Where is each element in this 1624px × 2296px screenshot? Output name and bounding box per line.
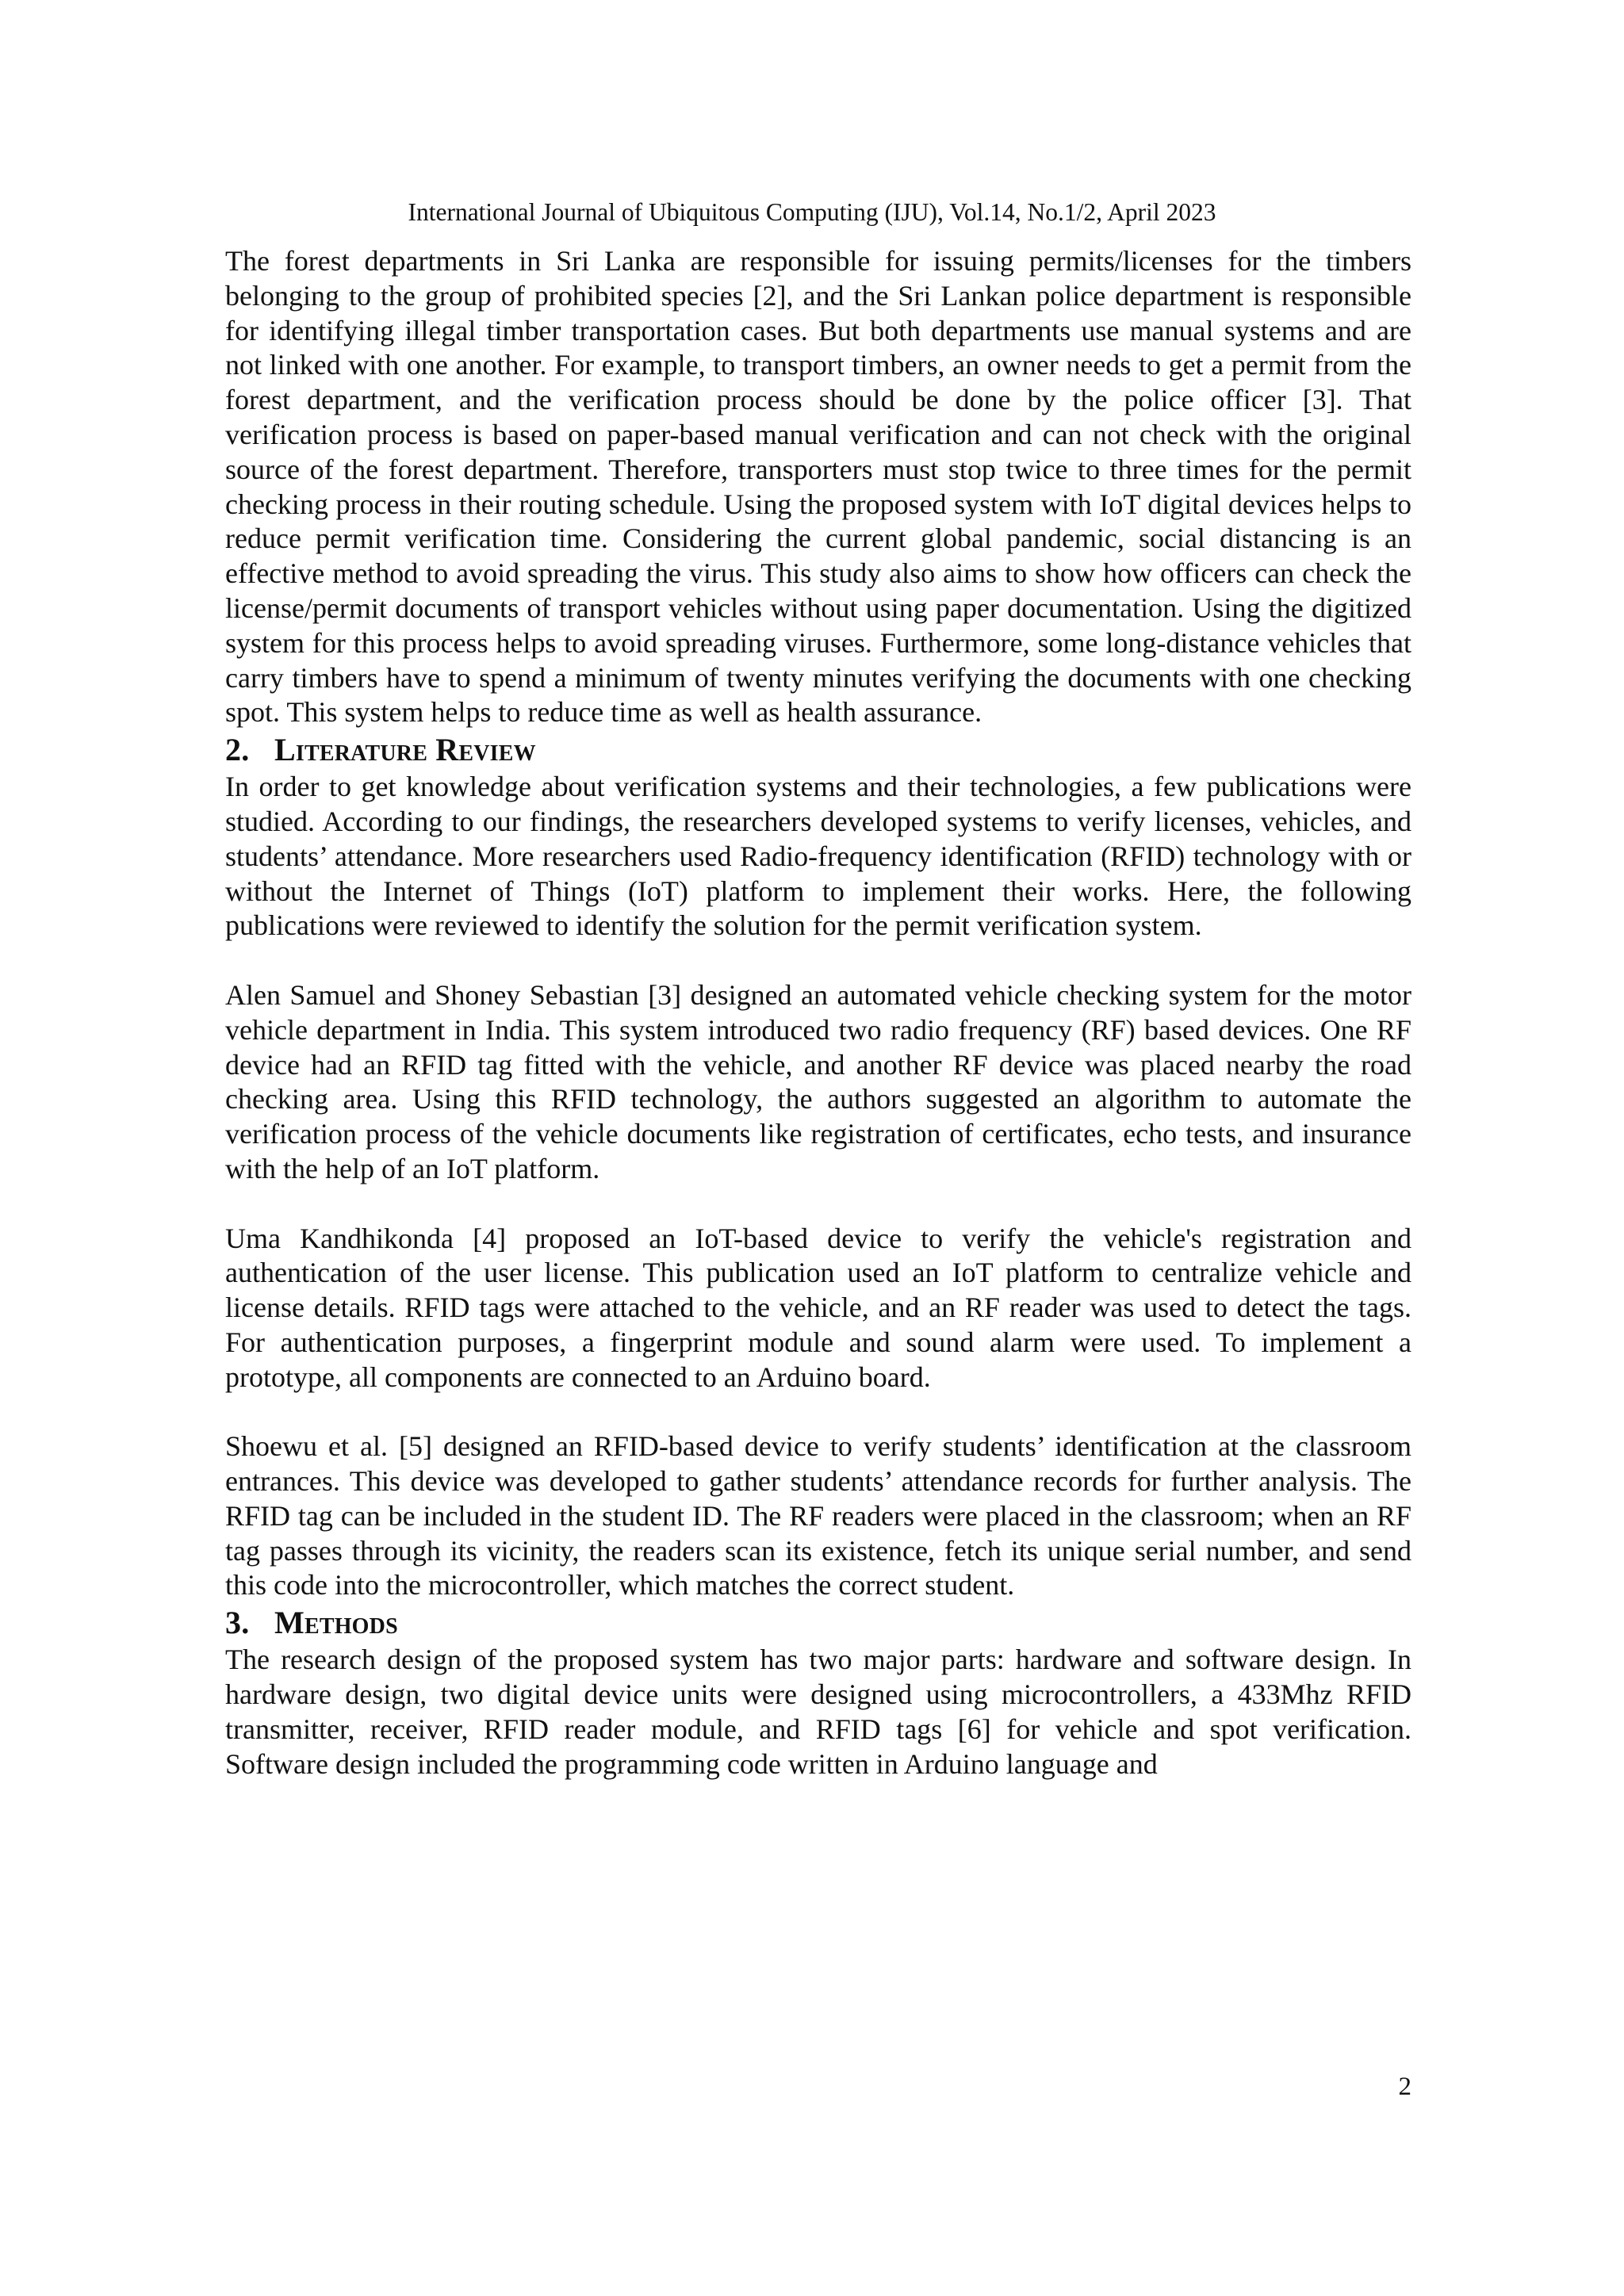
running-header: International Journal of Ubiquitous Computing (IJU), Vol.14, No.1/2, April 2023 bbox=[408, 198, 1216, 226]
section-heading-literature-review bbox=[225, 730, 1411, 770]
page-content bbox=[225, 244, 1411, 1781]
section-number: 3. bbox=[225, 1605, 250, 1641]
section-heading-methods bbox=[225, 1603, 1411, 1643]
literature-paragraph: Uma Kandhikonda [4] proposed an IoT-based device to verify the vehicle's registration and authentication of the user license. This publication used an IoT platform to centralize vehicle and license details. RFID tags were attached to the vehicle, and an RF reader was used to detect the tags. For authentication purposes, a fingerprint module and sound alarm were used. To implement a prototype, all components are connected to an Arduino board. bbox=[225, 1222, 1411, 1393]
section-title: Literature Review bbox=[274, 732, 536, 768]
intro-paragraph: The forest departments in Sri Lanka are responsible for issuing permits/licenses for the timbers belonging to the group of prohibited species [2], and the Sri Lankan police department is responsible for identifying illegal timber transportation cases. But both departments use manual systems and are not linked with one another. For example, to transport timbers, an owner needs to get a permit from the forest department, and the verification process should be done by the police officer [3]. That verification process is based on paper-based manual verification and can not check with the original source of the forest department. Therefore, transporters must stop twice to three times for the permit checking process in their routing schedule. Using the proposed system with IoT digital devices helps to reduce permit verification time. Considering the current global pandemic, social distancing is an effective method to avoid spreading the virus. This study also aims to show how officers can check the license/permit documents of transport vehicles without using paper documentation. Using the digitized system for this process helps to avoid spreading viruses. Furthermore, some long-distance vehicles that carry timbers have to spend a minimum of twenty minutes verifying the documents with one checking spot. This system helps to reduce time as well as health assurance. bbox=[225, 245, 1411, 729]
page-number: 2 bbox=[1398, 2072, 1411, 2101]
literature-paragraph: Shoewu et al. [5] designed an RFID-based device to verify students’ identification at the classroom entrances. This device was developed to gather students’ attendance records for further analysis. The RFID tag can be included in the student ID. The RF readers were placed in the classroom; when an RF tag passes through its vicinity, the readers scan its existence, fetch its unique serial number, and send this code into the microcontroller, which matches the correct student. bbox=[225, 1430, 1411, 1601]
section-number: 2. bbox=[225, 732, 250, 768]
literature-paragraph: In order to get knowledge about verification systems and their technologies, a few publications were studied. According to our findings, the researchers developed systems to verify licenses, vehicles, and students’ attendance. More researchers used Radio-frequency identification (RFID) technology with or without the Internet of Things (IoT) platform to implement their works. Here, the following publications were reviewed to identify the solution for the permit verification system. bbox=[225, 771, 1411, 942]
literature-paragraph: Alen Samuel and Shoney Sebastian [3] designed an automated vehicle checking system for the motor vehicle department in India. This system introduced two radio frequency (RF) based devices. One RF device had an RFID tag fitted with the vehicle, and another RF device was placed nearby the road checking area. Using this RFID technology, the authors suggested an algorithm to automate the verification process of the vehicle documents like registration of certificates, echo tests, and insurance with the help of an IoT platform. bbox=[225, 978, 1411, 1184]
section-title: Methods bbox=[274, 1605, 398, 1641]
methods-paragraph: The research design of the proposed system has two major parts: hardware and software design. In hardware design, two digital device units were designed using microcontrollers, a 433Mhz RFID transmitter, receiver, RFID reader module, and RFID tags [6] for vehicle and spot verification. Software design included the programming code written in Arduino language and bbox=[225, 1644, 1411, 1780]
